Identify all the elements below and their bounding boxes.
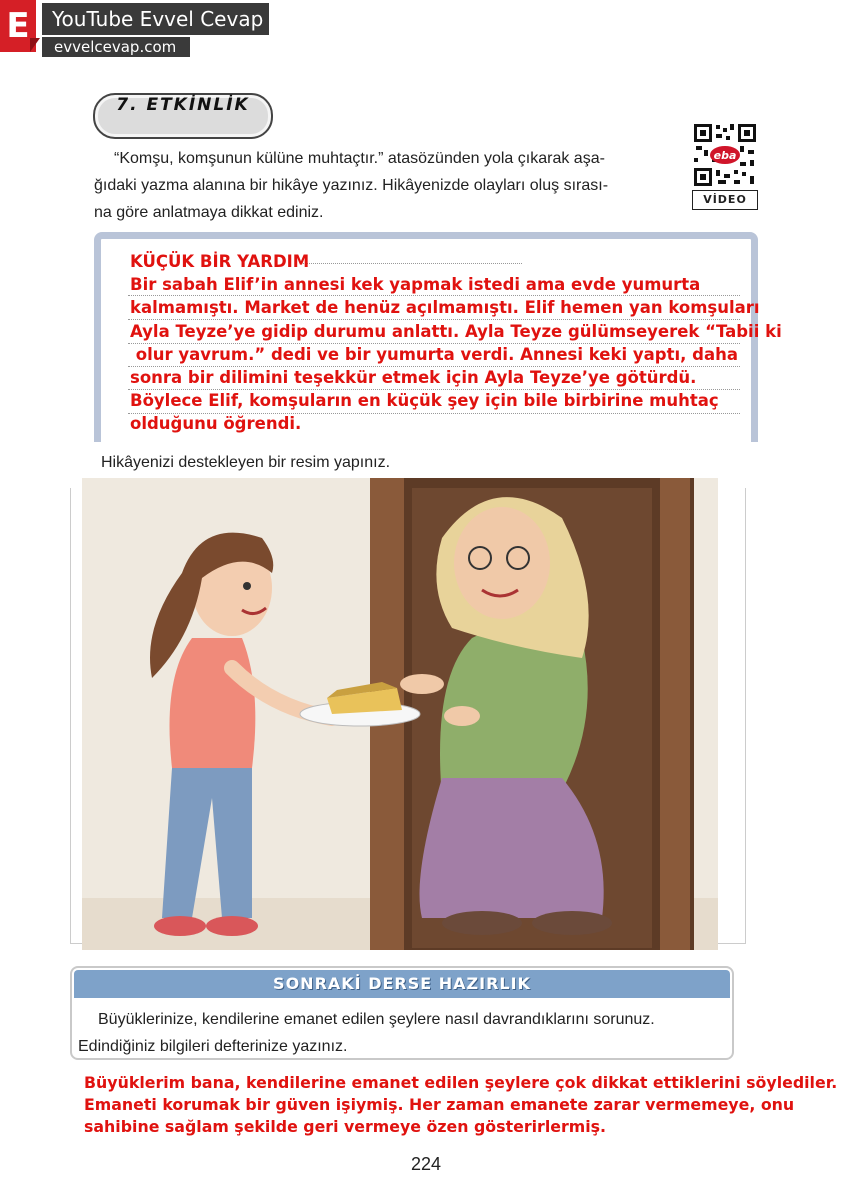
story-line: olduğunu öğrendi. [130, 414, 302, 434]
video-label: VİDEO [692, 190, 758, 210]
story-line: kalmamıştı. Market de henüz açılmamıştı. Elif hemen yan komşuları [130, 298, 760, 318]
activity-label: 7. ETKİNLİK [116, 95, 250, 115]
brand-url: evvelcevap.com [42, 37, 190, 57]
story-line: Böylece Elif, komşuların en küçük şey için bile birbirine muhtaç [130, 391, 719, 411]
svg-text:eba: eba [713, 149, 737, 162]
story-title: KÜÇÜK BİR YARDIM [130, 252, 310, 271]
brand-logo-letter: E [0, 0, 36, 52]
answer-line: sahibine sağlam şekilde geri vermeye özen gösterirlermiş. [84, 1117, 607, 1136]
story-line: olur yavrum.” dedi ve bir yumurta verdi. Annesi keki yaptı, daha [130, 344, 738, 364]
next-lesson-line-1: Büyüklerinize, kendilerine emanet edilen şeylere nasıl davrandıklarını sorunuz. [98, 1011, 655, 1028]
story-illustration [82, 478, 718, 950]
brand-logo-fold [30, 38, 40, 52]
brand-title: YouTube Evvel Cevap [42, 3, 269, 35]
brand-header [0, 0, 270, 60]
story-line: sonra bir dilimini teşekkür etmek için Ayla Teyze’ye götürdü. [130, 368, 697, 388]
story-text [130, 250, 782, 436]
activity-instructions [94, 145, 658, 226]
next-lesson-box [70, 966, 734, 1060]
answer-text [84, 1072, 844, 1138]
story-line: Bir sabah Elif’in annesi kek yapmak istedi ama evde yumurta [130, 275, 701, 295]
next-lesson-line-2: Edindiğiniz bilgileri defterinize yazınız. [78, 1038, 348, 1055]
answer-line: Emaneti korumak bir güven işiymiş. Her zaman emanete zarar vermemeye, onu [84, 1095, 795, 1114]
story-line: Ayla Teyze’ye gidip durumu anlattı. Ayla Teyze gülümseyerek “Tabii ki [130, 321, 782, 341]
next-lesson-heading: SONRAKİ DERSE HAZIRLIK [273, 974, 531, 993]
next-lesson-text [78, 1006, 726, 1060]
intro-line-2: ğıdaki yazma alanına bir hikâye yazınız. Hikâyenizde olayları oluş sırası- [94, 177, 609, 194]
qr-code-icon[interactable] [692, 122, 758, 188]
answer-line: Büyüklerim bana, kendilerine emanet edilen şeylere çok dikkat ettiklerini söylediler. [84, 1073, 838, 1092]
intro-line-3: na göre anlatmaya dikkat ediniz. [94, 204, 324, 221]
page-number: 224 [410, 1154, 442, 1174]
next-lesson-header [74, 970, 730, 998]
drawing-prompt: Hikâyenizi destekleyen bir resim yapınız. [101, 454, 391, 471]
activity-badge [93, 93, 273, 139]
intro-line-1: “Komşu, komşunun külüne muhtaçtır.” atasözünden yola çıkarak aşa- [114, 150, 605, 167]
